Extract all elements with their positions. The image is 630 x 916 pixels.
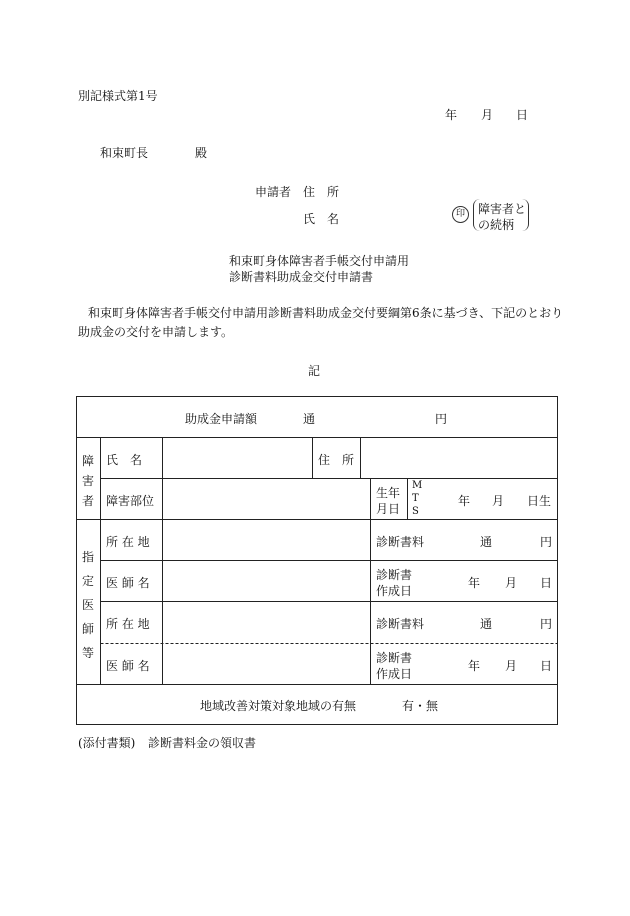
doctor2-fee-label: 診断書料	[376, 617, 425, 631]
relation-line1: 障害者と	[478, 202, 527, 216]
era-t: T	[412, 493, 419, 504]
attachment-content: 診断書料金の領収書	[148, 736, 257, 750]
disabled-group-label: 障害者	[81, 454, 94, 508]
date-month-label: 月	[481, 108, 494, 122]
doctor1-date-month: 月	[505, 576, 518, 590]
birth-label-1: 生年	[376, 486, 401, 500]
addressee: 和束町長	[100, 146, 149, 160]
date-day-label: 日	[516, 108, 529, 122]
era-s: S	[412, 506, 419, 517]
doctor1-date-year: 年	[468, 576, 481, 590]
doctor1-fee-yen: 円	[540, 535, 553, 549]
amount-label: 助成金申請額	[185, 412, 258, 426]
birth-label-2: 月日	[376, 502, 401, 516]
doctor1-date-day: 日	[540, 576, 553, 590]
doctor2-date-label-1: 診断書	[376, 651, 413, 665]
region-label: 地域改善対策対象地域の有無	[200, 699, 357, 713]
name-label: 氏 名	[106, 453, 143, 467]
address-label: 住 所	[318, 453, 355, 467]
doctor2-fee-tsu: 通	[480, 617, 493, 631]
amount-yen: 円	[435, 412, 448, 426]
doctor2-date-day: 日	[540, 659, 553, 673]
applicant-label: 申請者	[255, 185, 292, 199]
doctor2-fee-yen: 円	[540, 617, 553, 631]
doctor1-date-label-1: 診断書	[376, 568, 413, 582]
body-line2: 助成金の交付を申請します。	[78, 325, 234, 339]
doctor2-date-month: 月	[505, 659, 518, 673]
date-year-label: 年	[445, 108, 458, 122]
disability-part-label: 障害部位	[106, 494, 155, 508]
doctor2-name-label: 医 師 名	[106, 659, 150, 673]
doctor2-location-label: 所 在 地	[106, 617, 150, 631]
birth-month: 月	[492, 494, 505, 508]
applicant-name-label: 氏 名	[303, 212, 340, 226]
doctor1-location-label: 所 在 地	[106, 535, 150, 549]
amount-tsu: 通	[303, 412, 316, 426]
title-line1: 和束町身体障害者手帳交付申請用	[229, 254, 410, 268]
doctor1-fee-tsu: 通	[480, 535, 493, 549]
doctor1-fee-label: 診断書料	[376, 535, 425, 549]
doctor2-date-label-2: 作成日	[376, 667, 413, 681]
doctor1-date-label-2: 作成日	[376, 584, 413, 598]
birth-year: 年	[458, 494, 471, 508]
applicant-address-label: 住 所	[303, 185, 340, 199]
doctor2-date-year: 年	[468, 659, 481, 673]
doctor1-name-label: 医 師 名	[106, 576, 150, 590]
honorific: 殿	[195, 146, 208, 160]
form-number: 別記様式第1号	[78, 89, 158, 103]
birth-day: 日生	[527, 494, 552, 508]
attachment-label: (添付書類)	[78, 736, 136, 750]
body-line1: 和束町身体障害者手帳交付申請用診断書料助成金交付要綱第6条に基づき、下記のとおり	[88, 306, 564, 320]
seal-icon: 印	[452, 206, 469, 223]
relation-line2: の続柄	[478, 218, 515, 232]
ki-label: 記	[308, 364, 321, 378]
title-line2: 診断書料助成金交付申請書	[229, 270, 374, 284]
doctor-group-label: 指定医師等	[81, 550, 94, 660]
era-m: M	[412, 480, 423, 491]
region-value: 有・無	[402, 699, 439, 713]
